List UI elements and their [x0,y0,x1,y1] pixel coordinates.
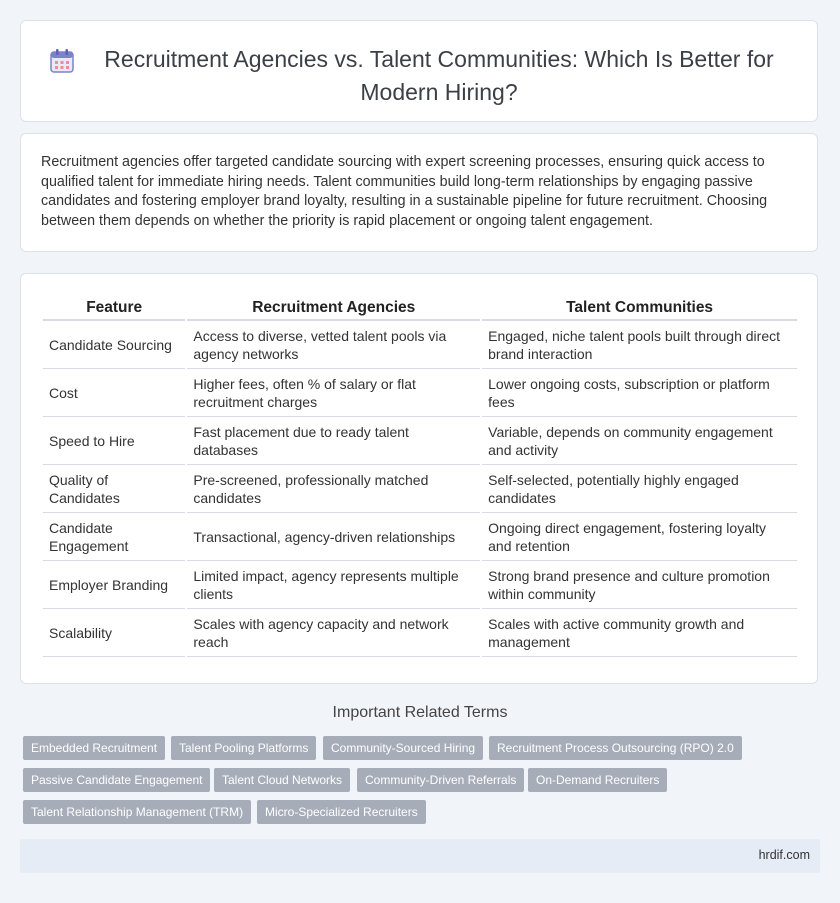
table-row [43,417,797,465]
table-row [43,369,797,417]
agency-cell: Limited impact, agency represents multiple clients [187,561,480,609]
agency-cell: Higher fees, often % of salary or flat recruitment charges [187,369,480,417]
related-term-tag[interactable]: Community-Sourced Hiring [323,736,483,760]
related-terms-title: Important Related Terms [332,704,508,721]
community-cell: Lower ongoing costs, subscription or platform fees [482,369,797,417]
table-header-row [43,296,797,321]
header-feature: Feature [43,296,185,321]
comparison-table [41,296,799,657]
community-cell: Self-selected, potentially highly engaged candidates [482,465,797,513]
related-term-tag[interactable]: Community-Driven Referrals [357,768,524,792]
related-term-tag[interactable]: Micro-Specialized Recruiters [257,800,426,824]
table-row [43,561,797,609]
related-term-tag[interactable]: Talent Relationship Management (TRM) [23,800,251,824]
agency-cell: Fast placement due to ready talent databases [187,417,480,465]
feature-cell: Candidate Sourcing [43,321,185,369]
community-cell: Engaged, niche talent pools built through direct brand interaction [482,321,797,369]
feature-cell: Speed to Hire [43,417,185,465]
agency-cell: Pre-screened, professionally matched candidates [187,465,480,513]
related-term-tag[interactable]: Passive Candidate Engagement [23,768,210,792]
feature-cell: Employer Branding [43,561,185,609]
intro-paragraph: Recruitment agencies offer targeted candidate sourcing with expert screening processes, ensuring quick access to qualified talent for immediate hiring needs. Talent communities build long-term relationships by engaging passive candidates and fostering employer brand loyalty, resulting in a sustainable pipeline for future recruitment. Choosing between them depends on whether the priority is rapid placement or ongoing talent engagement. [41,154,768,229]
community-cell: Ongoing direct engagement, fostering loyalty and retention [482,513,797,561]
table-row [43,609,797,657]
feature-cell: Quality of Candidates [43,465,185,513]
header-talent-communities: Talent Communities [482,296,797,321]
intro-card [20,133,818,252]
related-term-tag[interactable]: Recruitment Process Outsourcing (RPO) 2.0 [489,736,742,760]
table-row [43,465,797,513]
feature-cell: Candidate Engagement [43,513,185,561]
table-row [43,513,797,561]
related-term-tag[interactable]: Talent Cloud Networks [214,768,350,792]
feature-cell: Cost [43,369,185,417]
feature-cell: Scalability [43,609,185,657]
header-recruitment-agencies: Recruitment Agencies [187,296,480,321]
community-cell: Variable, depends on community engagement and activity [482,417,797,465]
community-cell: Scales with active community growth and management [482,609,797,657]
agency-cell: Access to diverse, vetted talent pools via agency networks [187,321,480,369]
related-term-tag[interactable]: On-Demand Recruiters [528,768,667,792]
related-term-tag[interactable]: Talent Pooling Platforms [171,736,316,760]
table-row [43,321,797,369]
comparison-card [20,273,818,684]
footer [20,839,820,873]
related-term-tag[interactable]: Embedded Recruitment [23,736,165,760]
community-cell: Strong brand presence and culture promotion within community [482,561,797,609]
agency-cell: Scales with agency capacity and network reach [187,609,480,657]
agency-cell: Transactional, agency-driven relationships [187,513,480,561]
page-title: Recruitment Agencies vs. Talent Communities: Which Is Better for Modern Hiring? [104,46,774,105]
title-card [20,20,818,122]
footer-site-link[interactable]: hrdif.com [758,848,810,862]
